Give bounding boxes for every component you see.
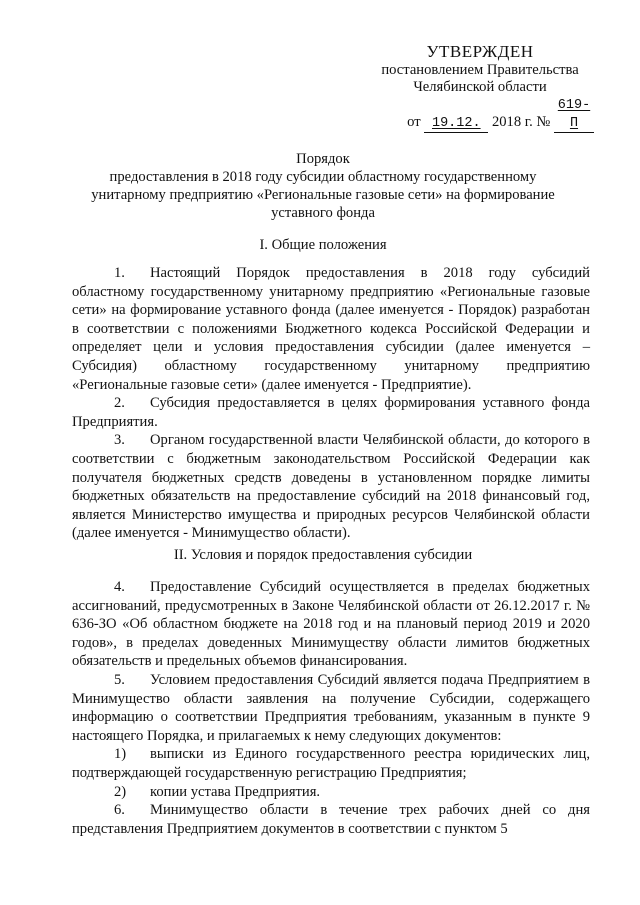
paragraph-number: 5. bbox=[114, 671, 125, 688]
paragraph-text: Условием предоставления Субсидий является подача Предприятием в Минимущество области заявления на получение Субсидии, содержащего информацию о соответствии Предприятия требованиям, указанным в пункте 9 настоящего Порядка, и прилагаемых к нему следующих документов: bbox=[72, 671, 590, 744]
section-2-body bbox=[72, 578, 590, 838]
approval-line-1: постановлением Правительства bbox=[381, 62, 579, 78]
paragraph-text: Субсидия предоставляется в целях формирования уставного фонда Предприятия. bbox=[72, 395, 590, 430]
paragraph-number: 1) bbox=[114, 746, 127, 763]
paragraph-text: копии устава Предприятия. bbox=[150, 783, 321, 800]
paragraph-number: 2) bbox=[114, 783, 127, 800]
approval-date-line bbox=[360, 96, 600, 133]
paragraph-5 bbox=[72, 671, 590, 745]
approval-number-blank bbox=[554, 96, 594, 133]
approval-line-2: Челябинской области bbox=[413, 79, 547, 95]
approval-number: 619-П bbox=[557, 98, 591, 131]
paragraph-text: Предоставление Субсидий осуществляется в пределах бюджетных ассигнований, предусмотренных в Законе Челябинской области от 26.12.2017 г. № 636-ЗО «Об областном бюджете на 2018 год и на плановый период 2019 и 2020 годов», в пределах доведенных Минимуществу области лимитов бюджетных обязательств и предельных объемов финансирования. bbox=[72, 579, 590, 670]
approval-date: 19.12. bbox=[431, 116, 481, 131]
paragraph-text: Настоящий Порядок предоставления в 2018 году субсидий областному государственному унитарному предприятию «Региональные газовые сети» на формирование уставного фонда (далее именуется - Порядок) разработан в соответствии с положениями Бюджетного кодекса Российской Федерации и определяет цели и условия предоставления субсидии (далее именуется – Субсидия) областному государственному унитарному предприятию «Региональные газовые сети» (далее именуется - Предприятие). bbox=[72, 265, 590, 393]
document-title-line-3: унитарному предприятию «Региональные газовые сети» на формирование bbox=[91, 187, 555, 203]
paragraph-number: 1. bbox=[114, 265, 125, 281]
approval-year: 2018 г. № bbox=[491, 114, 551, 130]
section-1-heading: I. Общие положения bbox=[259, 237, 387, 253]
document-title-line-4: уставного фонда bbox=[271, 205, 375, 221]
paragraph-2 bbox=[72, 394, 590, 431]
paragraph-text: Органом государственной власти Челябинской области, до которого в соответствии с бюджетным законодательством Российской Федерации как получателя бюджетных средств доведены в установленном порядке лимиты бюджетных обязательств на предоставление субсидий на 2018 финансовый год, является Министерство имущества и природных ресурсов Челябинской области (далее именуется - Минимущество области). bbox=[72, 432, 590, 542]
paragraph-number: 3. bbox=[114, 432, 125, 449]
paragraph-number: 6. bbox=[114, 802, 125, 819]
document-title bbox=[72, 150, 574, 222]
paragraph-number: 2. bbox=[114, 395, 125, 412]
approval-title: УТВЕРЖДЕН bbox=[426, 42, 534, 61]
document-title-line-1: Порядок bbox=[296, 151, 350, 167]
subitem-2 bbox=[72, 783, 590, 802]
section-1-body bbox=[72, 264, 590, 543]
subitem-1 bbox=[72, 745, 590, 782]
document-title-line-2: предоставления в 2018 году субсидии областному государственному bbox=[109, 169, 537, 185]
section-2-heading: II. Условия и порядок предоставления субсидии bbox=[173, 547, 473, 563]
paragraph-4 bbox=[72, 578, 590, 671]
approval-stamp bbox=[360, 42, 600, 133]
approval-date-blank bbox=[424, 114, 488, 133]
approval-from-label: от bbox=[407, 114, 421, 130]
paragraph-3 bbox=[72, 431, 590, 543]
paragraph-text: выписки из Единого государственного реестра юридических лиц, подтверждающей государственную регистрацию Предприятия; bbox=[72, 746, 590, 781]
paragraph-1 bbox=[72, 264, 590, 394]
paragraph-text: Минимущество области в течение трех рабочих дней со дня представления Предприятием документов в соответствии с пунктом 5 bbox=[72, 802, 590, 837]
paragraph-number: 4. bbox=[114, 579, 125, 595]
paragraph-6 bbox=[72, 801, 590, 838]
